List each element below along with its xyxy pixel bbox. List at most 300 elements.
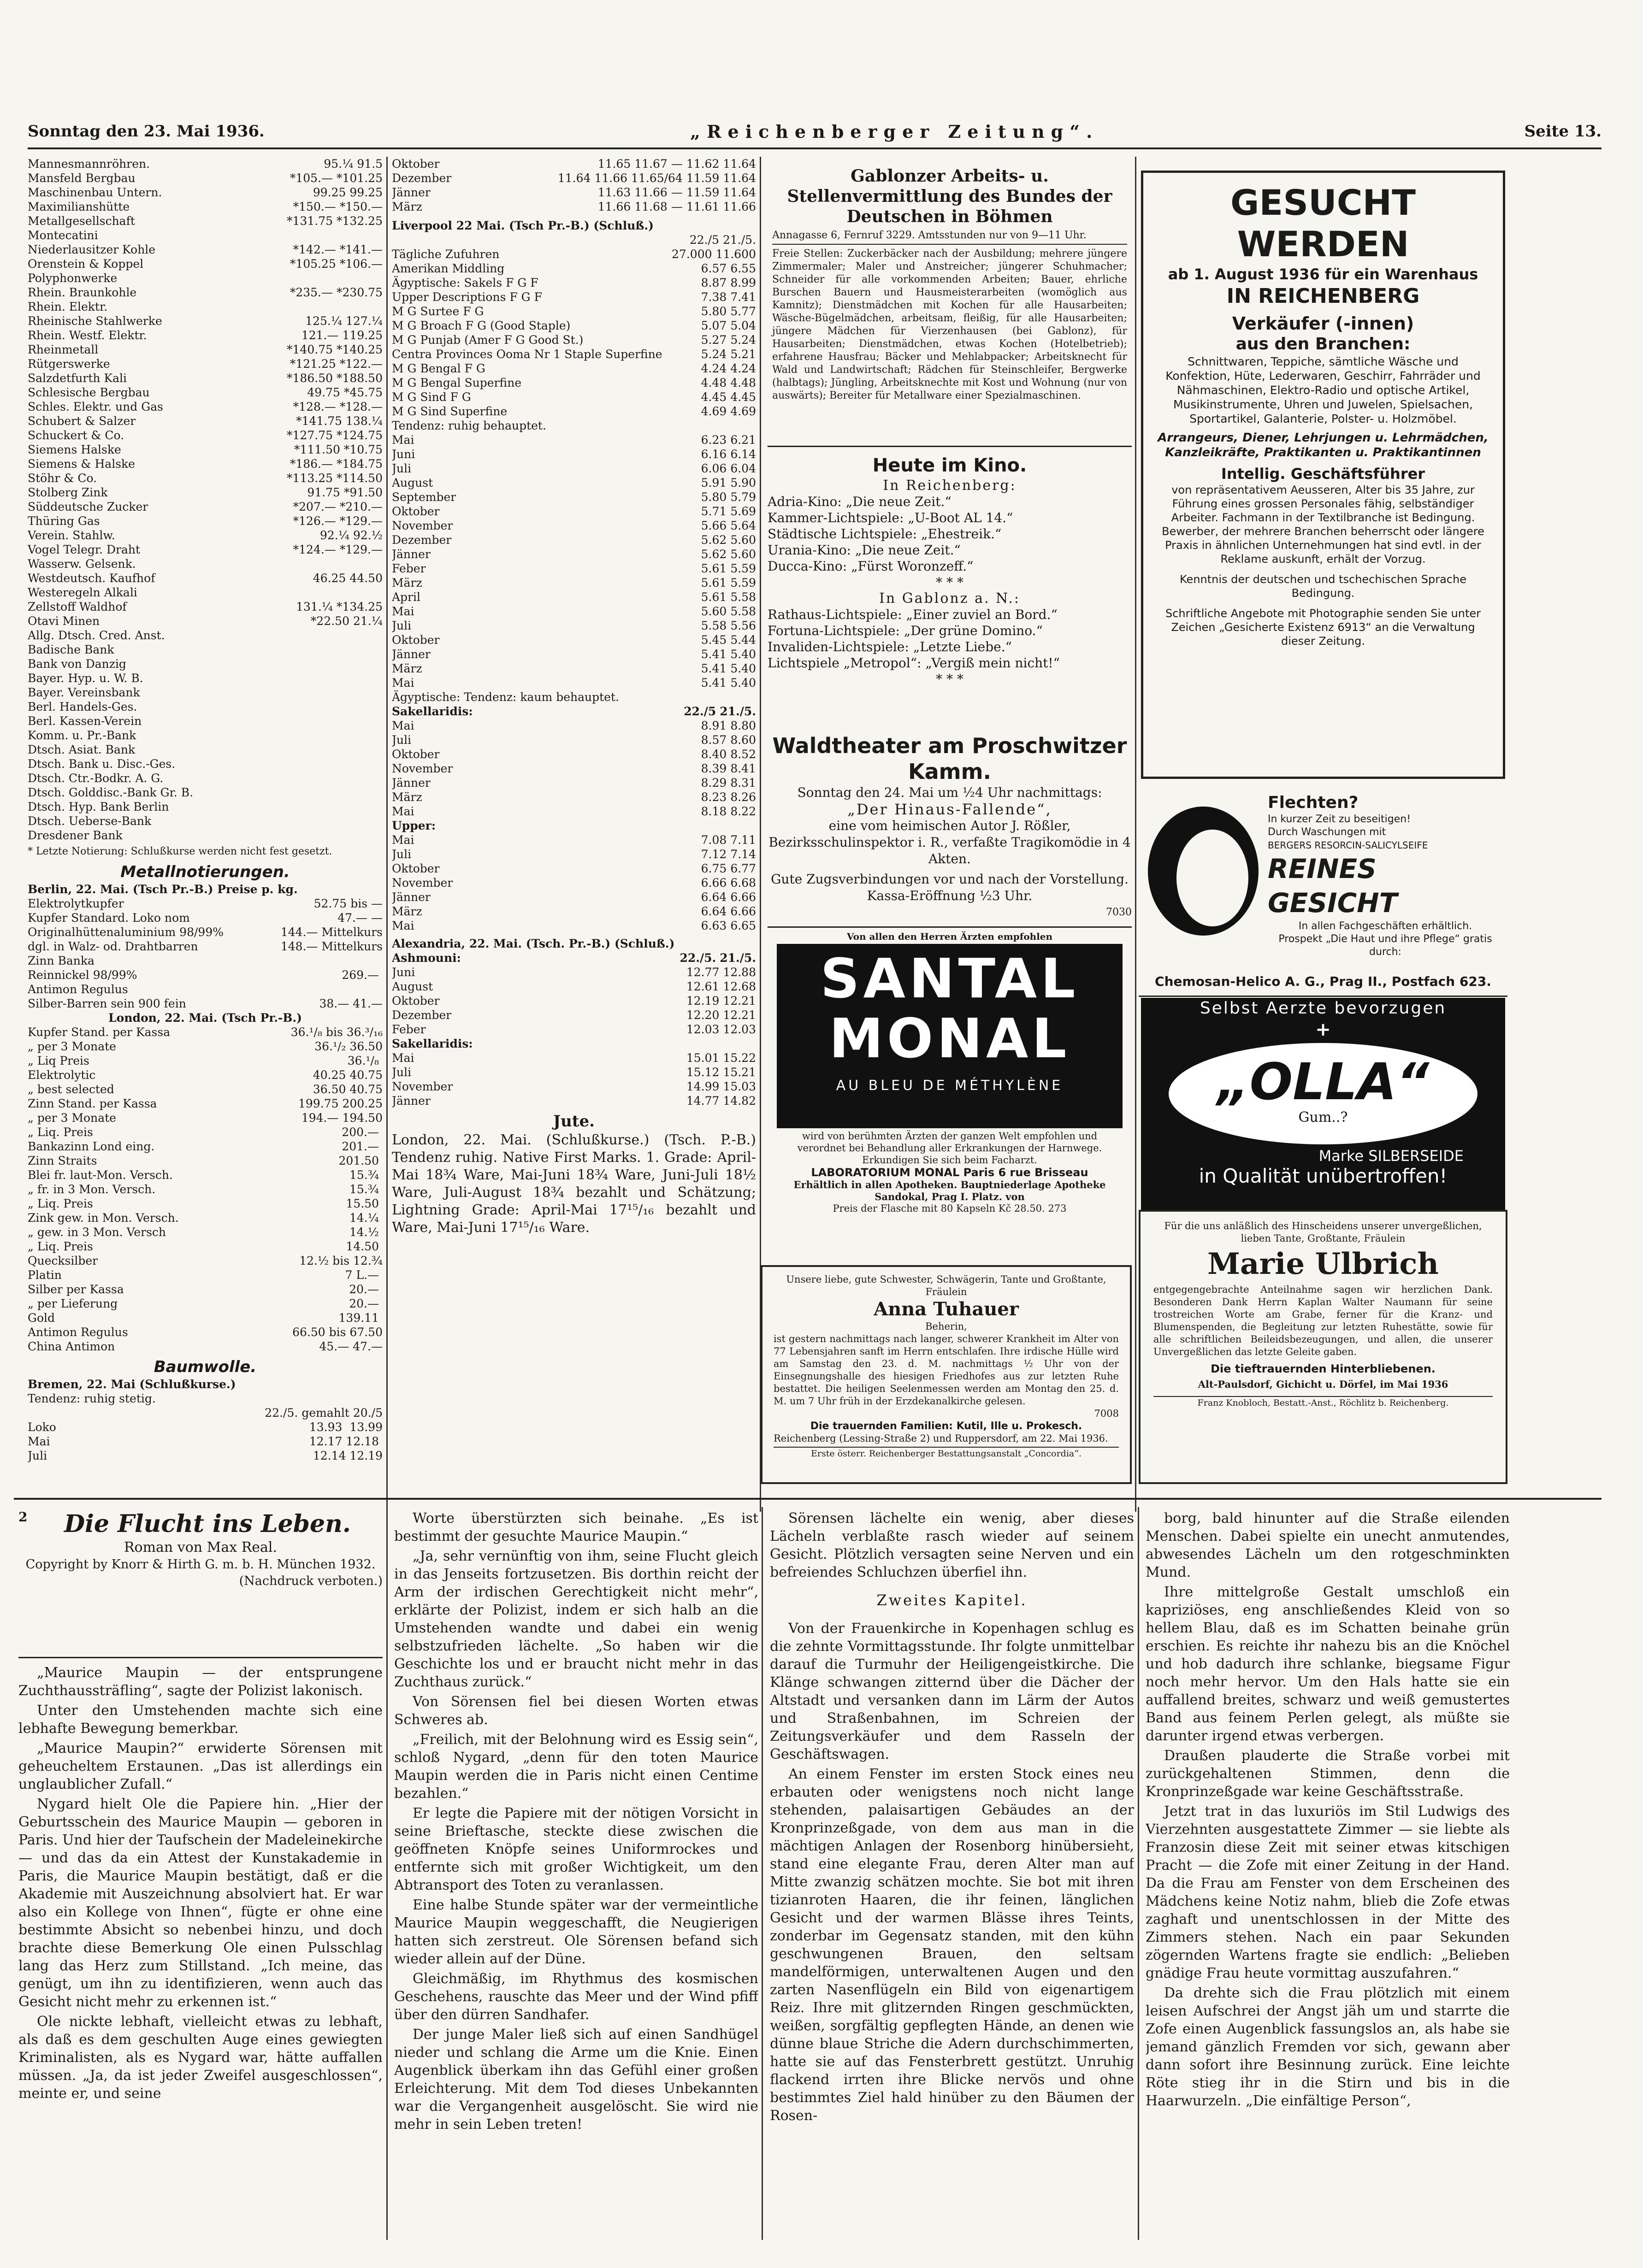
- sakel-value: 8.39: [701, 762, 727, 775]
- santal-price-text: Preis der Flasche mit 80 Kapseln Kč 28.50.: [833, 1203, 1045, 1214]
- novel-paragraph: Gleichmäßig, im Rhythmus des kosmischen Geschehens, rauschte das Meer und der Wind pfiff über den dürren Sandhafer.: [394, 1971, 758, 2023]
- month-value: 5.41: [701, 648, 727, 661]
- sakel2-value: 14.82: [723, 1094, 756, 1107]
- london-metal-value: 66.50: [292, 1325, 325, 1339]
- stocks-note: * Letzte Notierung: Schlußkurse werden nicht fest gesetzt.: [28, 846, 332, 857]
- gablonz-text: Freie Stellen: Zuckerbäcker nach der Ausbildung; mehrere jüngere Zimmermaler; Maler und Anstreicher; jüngerer Schuhmacher; Schneider für alle vorkommenden Arbeiten; Bauer, ehrliche Burschen Bauern und Hausmeisterarbeiten (womöglich aus Kamnitz); Dienstmädchen mit Kochen für alle Hausarbeiten; Wäsche-Bügelmädchen, arbeitsam, fleißig, für alle Hausarbeiten; jüngere Mädchen für Vierzenhausen (bei Gablonz), für Hausarbeiten; Dienstmädchen, etwas Kochen (Hotelbetrieb); erfahrene Hausfrau; Bäcker und Mehlabpacker; Arbeitsknecht für Wald und Landwirtschaft; Rädchen für Steinschleifer, Bergwerke (halbtags); Jüngling, Arbeitsknechte mit Kost und Wohnung (nur von auswärts); Bereiter für Metallware einer Spezialmaschinen.: [772, 248, 1127, 401]
- futures-value: —: [671, 200, 683, 213]
- theater-desc: eine vom heimischen Autor J. Rößler, Bezirksschulinspektor i. R., verfaßte Tragikomödie in 4 Akten.: [768, 818, 1131, 866]
- stock-row: [28, 800, 383, 814]
- london-metal-value: 45.—: [319, 1340, 349, 1353]
- stock-row: [28, 671, 383, 685]
- sakel2-label: Jänner: [392, 1094, 431, 1107]
- futures-value: —: [671, 157, 683, 171]
- flechten-t4: Prospekt „Die Haut und ihre Pflege“ gratis durch:: [1278, 933, 1492, 958]
- novel-number: 2: [18, 1509, 28, 1525]
- month-value: 5.69: [730, 505, 756, 518]
- stock-value: 49.75: [307, 386, 340, 399]
- stock-value: *126.—: [293, 514, 336, 528]
- berlin-metal-label: Reinnickel 98/99%: [28, 968, 137, 982]
- month-label: Feber: [392, 562, 426, 575]
- month-label: Oktober: [392, 633, 440, 647]
- stock-row: [28, 428, 383, 442]
- novel-paragraph: Nygard hielt Ole die Papiere hin. „Hier der Geburtsschein des Maurice Maupin — geboren in Paris. Und hier der Taufschein der Madeleinekirche — und das da ein Attest der Kunstakademie in Paris, die Maurice Maupin bestätigt, daß er die Akademie mit Auszeichnung absolviert hat. Er war also ein Kollege von Ihnen“, fügte er ohne eine bestimmte Absicht so nebenbei hinzu, und doch brachte diese Bemerkung Ole einen Pulsschlag lang das Herz zum Stillstand. „Ich meine, das genügt, um ihn zu identifizieren, wenn auch das Gesicht nicht mehr zu erkennen ist.“: [18, 1796, 383, 2010]
- london-metal-value: 36.50: [313, 1083, 346, 1096]
- stock-value: 99.25: [313, 186, 346, 199]
- stock-value: 91.75: [307, 486, 340, 499]
- stock-label: Rhein. Westf. Elektr.: [28, 329, 147, 342]
- futures-row: [392, 185, 756, 200]
- santal-black-panel: [777, 944, 1123, 1128]
- berlin-metal-label: Originalhüttenaluminium 98/99%: [28, 925, 224, 939]
- month-value: 5.40: [730, 676, 756, 689]
- upper-value: 6.63: [701, 919, 727, 932]
- cotton-value: 12.17: [309, 1435, 343, 1448]
- london-metal-value: 20.—: [349, 1297, 379, 1310]
- month-value: 5.62: [701, 548, 727, 561]
- stock-value: *140.75: [287, 343, 333, 356]
- cotton-head: Bremen, 22. Mai (Schlußkurse.): [28, 1378, 236, 1391]
- futures-row: [392, 157, 756, 171]
- novel-paragraph: „Freilich, mit der Belohnung wird es Essig sein“, schloß Nygard, „denn für den toten Maurice Maupin werden die in Paris nicht einen Centime bezahlen.“: [394, 1732, 758, 1802]
- stock-row: [28, 685, 383, 700]
- stock-value: *207.—: [293, 500, 336, 513]
- london-metal-label: „ Liq. Preis: [28, 1240, 93, 1253]
- stock-row: [28, 257, 383, 271]
- stock-value: *128.—: [339, 400, 383, 413]
- cotton-label: Juli: [28, 1449, 47, 1462]
- ashm-row: [392, 965, 756, 979]
- section-rule: [14, 1498, 1602, 1500]
- cotton-value: 12.18: [346, 1435, 379, 1448]
- london-metal-row: [28, 1268, 383, 1282]
- ashm-row: [392, 1022, 756, 1037]
- month-row: [392, 533, 756, 547]
- london-metal-label: „ per 3 Monate: [28, 1040, 116, 1053]
- month-value: 5.60: [730, 548, 756, 561]
- stock-label: Dtsch. Bank u. Disc.-Ges.: [28, 757, 176, 771]
- london-metal-row: [28, 1339, 383, 1354]
- stock-label: Berl. Handels-Ges.: [28, 700, 137, 713]
- stock-value: *131.75: [287, 214, 333, 228]
- stock-row: [28, 500, 383, 514]
- stock-label: Rütgerswerke: [28, 357, 110, 371]
- ashm-value: 12.61: [686, 980, 720, 993]
- stock-value: *134.25: [337, 600, 383, 613]
- upper-value: 6.66: [730, 890, 756, 904]
- santal-word: SANTAL: [820, 947, 1079, 1010]
- london-metal-row: [28, 1139, 383, 1154]
- stock-row: [28, 728, 383, 742]
- gesucht-verkaeufer: Verkäufer (-innen): [1232, 313, 1414, 334]
- stock-value: *150.—: [339, 200, 383, 213]
- sakel-label: Mai: [392, 719, 414, 732]
- flechten-t2: Durch Waschungen mit: [1268, 826, 1386, 838]
- stock-value: *105.25: [290, 257, 336, 271]
- futures-value: 11.65: [597, 157, 631, 171]
- stock-label: Salzdetfurth Kali: [28, 371, 127, 385]
- stock-row: [28, 342, 383, 357]
- liverpool-label: Tägliche Zufuhren: [392, 247, 500, 261]
- futures-value: 11.61: [686, 200, 720, 213]
- stock-value: *141.75: [296, 414, 343, 428]
- theater-code: 7030: [1106, 907, 1132, 918]
- berlin-metal-row: [28, 968, 383, 982]
- stock-label: Westeregeln Alkali: [28, 586, 137, 599]
- upper-row: [392, 919, 756, 933]
- month-label: August: [392, 476, 433, 489]
- liverpool-value: 5.27: [701, 333, 727, 347]
- month-row: [392, 661, 756, 676]
- upper-value: 6.66: [730, 905, 756, 918]
- stock-row: [28, 614, 383, 628]
- ashm-label: Oktober: [392, 994, 440, 1007]
- olla-oval: [1169, 1043, 1478, 1144]
- stock-value: *184.75: [337, 457, 383, 471]
- ashm-head: [392, 951, 756, 965]
- london-metal-value: 40.75: [349, 1068, 383, 1082]
- novel-header: [18, 1509, 383, 1590]
- sakel-row: [392, 804, 756, 819]
- ulbrich-top: Für die uns anläßlich des Hinscheidens unserer unvergeßlichen, lieben Tante, Großtante, Fräulein: [1164, 1220, 1482, 1244]
- gesucht-ad: [1141, 171, 1505, 779]
- stock-row: [28, 471, 383, 485]
- ashm-row: [392, 979, 756, 994]
- stock-row: [28, 642, 383, 657]
- novel-column-3b: [770, 1620, 1134, 2125]
- kino-reichenberg-item: Ducca-Kino: „Fürst Woronzeff.“: [768, 559, 974, 574]
- kino-gablonz-item: Fortuna-Lichtspiele: „Der grüne Domino.“: [768, 623, 1043, 638]
- month-row: [392, 590, 756, 604]
- flechten-brand: BERGERS RESORCIN-SALICYLSEIFE: [1268, 840, 1428, 851]
- london-metal-row: [28, 1154, 383, 1168]
- olla-plus: +: [1315, 1019, 1331, 1040]
- upper-value: 7.08: [701, 833, 727, 847]
- berlin-metal-row: [28, 925, 383, 939]
- sakel2-value: 15.21: [723, 1066, 756, 1079]
- tendenz-1: Tendenz: ruhig behauptet.: [392, 419, 546, 432]
- stock-value: *188.50: [337, 371, 383, 385]
- novel-copyright: Copyright by Knorr & Hirth G. m. b. H. München 1932.: [25, 1557, 376, 1572]
- column-divider: [762, 1507, 763, 2240]
- novel-column-4: [1146, 1509, 1510, 2238]
- london-metal-value: 40.75: [349, 1083, 383, 1096]
- futures-value: 11.66: [723, 200, 756, 213]
- berlin-metal-value: bis —: [350, 897, 383, 910]
- upper-label: November: [392, 876, 453, 890]
- stock-row: [28, 157, 383, 171]
- liverpool-value: 6.55: [730, 262, 756, 275]
- liverpool-value: 5.21: [730, 348, 756, 361]
- berlin-metal-value: 148.—: [280, 940, 318, 953]
- sakel-value: 8.40: [701, 748, 727, 761]
- stock-value: 91.5: [357, 157, 383, 171]
- liverpool-value: 8.99: [730, 276, 756, 289]
- stock-value: 46.25: [313, 571, 346, 585]
- stock-label: Schubert & Salzer: [28, 414, 136, 428]
- london-metal-value: 15.¾: [349, 1168, 379, 1182]
- sakel2-label: Mai: [392, 1051, 414, 1065]
- stock-row: [28, 485, 383, 500]
- london-metal-value: 14.50: [346, 1240, 379, 1253]
- stock-row: [28, 242, 383, 257]
- novel-paragraph: Er legte die Papiere mit der nötigen Vorsicht in seine Brieftasche, steckte diese zwischen die geöffneten Knöpfe seines Uniformrockes und entfernte sich mit großer Wichtigkeit, um den Abtransport des Toten zu veranlassen.: [394, 1805, 758, 1893]
- stock-value: 125.¼: [305, 314, 343, 328]
- sakel-label: November: [392, 762, 453, 775]
- tuhauer-foot: Erste österr. Reichenberger Bestattungsanstalt „Concordia“.: [774, 1447, 1119, 1460]
- month-value: 5.56: [730, 619, 756, 632]
- stock-value: *140.25: [337, 343, 383, 356]
- sakel-label: Juli: [392, 733, 412, 747]
- flechten-ad: [1139, 793, 1507, 997]
- berlin-metal-value: Mittelkurs: [321, 925, 383, 939]
- month-row: [392, 476, 756, 490]
- sakel2-value: 15.01: [686, 1051, 720, 1065]
- ashm-value: 12.20: [686, 1008, 720, 1022]
- futures-top-list: [392, 157, 756, 214]
- stock-label: Maschinenbau Untern.: [28, 186, 162, 199]
- london-metal-value: bis 12.¾: [332, 1254, 383, 1267]
- liverpool-label: M G Sind Superfine: [392, 405, 508, 418]
- sakel-value: 8.41: [730, 762, 756, 775]
- ashm-list: [392, 965, 756, 1037]
- gablonz-job-box: [768, 161, 1132, 447]
- kino-box: [768, 454, 1132, 749]
- sakel-list: [392, 719, 756, 819]
- london-metal-value: 201.50: [338, 1154, 379, 1167]
- ashm-value: 12.21: [723, 994, 756, 1007]
- upper-row: [392, 861, 756, 876]
- novel-paragraph: Worte überstürzten sich beinahe. „Es ist bestimmt der gesuchte Maurice Maupin.“: [394, 1510, 758, 1544]
- stock-value: *128.—: [293, 400, 336, 413]
- month-label: Jänner: [392, 548, 431, 561]
- stock-value: *150.—: [293, 200, 336, 213]
- upper-label: Mai: [392, 919, 414, 932]
- tuhauer-sig: Die trauernden Familien: Kutil, Ille u. Prokesch.: [810, 1420, 1082, 1432]
- futures-value: —: [671, 186, 683, 199]
- liverpool-label: M G Punjab (Amer F G Good St.): [392, 333, 584, 347]
- cotton-value: 13.99: [349, 1420, 383, 1434]
- sakel2-label: November: [392, 1080, 453, 1093]
- stock-value: *141.—: [339, 243, 383, 256]
- liverpool-value: 5.77: [730, 305, 756, 318]
- stock-value: *105.—: [290, 171, 333, 185]
- cotton-row: [28, 1420, 383, 1434]
- novel-title-rule: [18, 1657, 383, 1658]
- london-metal-label: „ best selected: [28, 1083, 114, 1096]
- stock-label: Wasserw. Gelsenk.: [28, 557, 136, 571]
- novel-chapter: Zweites Kapitel.: [876, 1591, 1028, 1609]
- sakel2-row: [392, 1051, 756, 1065]
- sakel-value: 8.22: [730, 805, 756, 818]
- upper-label: Juli: [392, 848, 412, 861]
- liverpool-label: M G Bengal F G: [392, 362, 485, 375]
- kino-reichenberg-item: Urania-Kino: „Die neue Zeit.“: [768, 542, 961, 558]
- sakel-value: 8.23: [701, 790, 727, 804]
- liverpool-col-1: 22./5: [689, 233, 719, 247]
- stock-value: *129.—: [339, 543, 383, 556]
- gesucht-gf-text: von repräsentativem Aeusseren, Alter bis 35 Jahre, zur Führung eines grossen Personales fähig, selbständiger Arbeiter. Fachmann in der Textilbranche ist Bedingung. Bewerber, der mehrere Branchen beherrscht oder längere Praxis in ähnlichen Unternehmungen hat sind evtl. in der Reklame auskunft, erhält der Vorzug.: [1162, 483, 1484, 566]
- stock-value: 131.¼: [296, 600, 333, 613]
- olla-top: Selbst Aerzte bevorzugen: [1200, 999, 1447, 1018]
- stock-label: Schuckert & Co.: [28, 429, 124, 442]
- upper-row: [392, 833, 756, 847]
- stock-label: Metallgesellschaft: [28, 214, 135, 228]
- month-value: 5.58: [730, 605, 756, 618]
- ashm-head-c2: 21./5.: [720, 951, 756, 965]
- alex-head: Alexandria, 22. Mai. (Tsch. Pr.-B.) (Schluß.): [392, 937, 675, 950]
- liverpool-head: Liverpool 22 Mai. (Tsch Pr.-B.) (Schluß.): [392, 219, 654, 232]
- london-metal-value: 194.—: [301, 1111, 339, 1125]
- stock-label: Bayer. Vereinsbank: [28, 686, 140, 699]
- london-head: London, 22. Mai. (Tsch Pr.-B.): [108, 1011, 302, 1025]
- liverpool-label: M G Surtee F G: [392, 305, 484, 318]
- month-value: 5.58: [730, 590, 756, 604]
- month-label: Mai: [392, 676, 414, 689]
- sakel-row: [392, 733, 756, 747]
- stock-label: Berl. Kassen-Verein: [28, 714, 142, 728]
- month-value: 5.66: [701, 519, 727, 532]
- berlin-metal-label: Silber-Barren sein 900 fein: [28, 997, 186, 1010]
- futures-label: Oktober: [392, 157, 440, 171]
- london-metal-value: 194.50: [342, 1111, 383, 1125]
- stock-row: [28, 200, 383, 214]
- liverpool-value: 5.24: [730, 333, 756, 347]
- liverpool-row: [392, 304, 756, 318]
- sakel2-label: Juli: [392, 1066, 412, 1079]
- ashm-row: [392, 994, 756, 1008]
- kino-stars: * * *: [936, 575, 963, 590]
- upper-label: Jänner: [392, 890, 431, 904]
- cotton-col-3: 20./5: [353, 1406, 383, 1420]
- berlin-metal-value: 52.75: [313, 897, 347, 910]
- liverpool-row: [392, 376, 756, 390]
- upper-value: 6.66: [701, 876, 727, 890]
- liverpool-label: M G Broach F G (Good Staple): [392, 319, 571, 332]
- tuhauer-name: Anna Tuhauer: [874, 1298, 1019, 1320]
- novel-column-2: [394, 1509, 758, 2238]
- sakel-label: Jänner: [392, 776, 431, 789]
- stock-value: *114.50: [337, 471, 383, 485]
- ashm-value: 12.03: [686, 1023, 720, 1036]
- ashm-label: Feber: [392, 1023, 426, 1036]
- stock-value: 99.25: [349, 186, 383, 199]
- month-value: 5.71: [701, 505, 727, 518]
- london-metal-row: [28, 1025, 383, 1039]
- month-label: Oktober: [392, 505, 440, 518]
- stock-row: [28, 442, 383, 457]
- month-value: 5.60: [701, 605, 727, 618]
- month-label: Jänner: [392, 648, 431, 661]
- kino-reichenberg-head: In Reichenberg:: [883, 477, 1017, 494]
- stock-row: [28, 785, 383, 800]
- kino-title: Heute im Kino.: [872, 455, 1027, 476]
- page-header: [28, 118, 1602, 145]
- kino-gablonz-head: In Gablonz a. N.:: [879, 590, 1020, 607]
- stock-label: Rhein. Braunkohle: [28, 286, 137, 299]
- stock-label: Siemens Halske: [28, 443, 121, 456]
- futures-value: 11.59: [686, 186, 720, 199]
- upper-value: 6.75: [701, 862, 727, 875]
- stock-label: Dtsch. Golddisc.-Bank Gr. B.: [28, 786, 194, 799]
- liverpool-row: [392, 390, 756, 404]
- london-metal-value: 199.75: [298, 1097, 339, 1110]
- upper-row: [392, 904, 756, 919]
- stock-value: 44.50: [349, 571, 383, 585]
- olla-ad: [1141, 998, 1505, 1210]
- stock-value: *186.50: [287, 371, 333, 385]
- stock-value: 92.½: [353, 529, 383, 542]
- stock-row: [28, 514, 383, 528]
- berlin-metal-row: [28, 896, 383, 911]
- stock-row: [28, 657, 383, 671]
- london-metal-label: Antimon Regulus: [28, 1325, 128, 1339]
- stock-value: *22.50: [310, 614, 349, 628]
- stock-row: [28, 385, 383, 400]
- cotton-cols: [28, 1406, 383, 1420]
- ashm-value: 12.21: [723, 1008, 756, 1022]
- stock-label: Vogel Telegr. Draht: [28, 543, 141, 556]
- london-metal-row: [28, 1296, 383, 1311]
- upper-list: [392, 833, 756, 933]
- gesucht-branchen: aus den Branchen:: [1235, 335, 1411, 353]
- sakel-value: 8.80: [730, 719, 756, 732]
- flechten-foot: Chemosan-Helico A. G., Prag II., Postfach 623.: [1155, 974, 1491, 989]
- stock-row: [28, 557, 383, 571]
- london-metal-row: [28, 1182, 383, 1196]
- london-metal-value: 40.25: [313, 1068, 346, 1082]
- sakel-head-c2: 21./5.: [720, 705, 756, 718]
- stock-value: *124.75: [337, 429, 383, 442]
- kino-stars-2: * * *: [936, 672, 963, 687]
- header-date: Sonntag den 23. Mai 1936.: [28, 122, 265, 141]
- column-divider: [386, 157, 388, 1512]
- flechten-big: REINES GESICHT: [1268, 853, 1398, 919]
- novel-paragraph: Unter den Umstehenden machte sich eine lebhafte Bewegung bemerkbar.: [18, 1702, 383, 1737]
- column-divider: [1135, 157, 1136, 1512]
- liverpool-cols: [392, 233, 756, 247]
- berlin-metal-row: [28, 939, 383, 954]
- stock-value: *106.—: [339, 257, 383, 271]
- kino-reichenberg-item: Kammer-Lichtspiele: „U-Boot AL 14.“: [768, 510, 1013, 525]
- stock-label: Dtsch. Ueberse-Bank: [28, 814, 152, 828]
- london-metal-row: [28, 1068, 383, 1082]
- gesucht-lang: Kenntnis der deutschen und tschechischen Sprache Bedingung.: [1180, 573, 1466, 600]
- liverpool-label: M G Bengal Superfine: [392, 376, 522, 389]
- london-metal-row: [28, 1196, 383, 1211]
- liverpool-value: 8.87: [701, 276, 727, 289]
- london-metal-row: [28, 1225, 383, 1239]
- novel-paragraph: Von der Frauenkirche in Kopenhagen schlug es die zehnte Vormittagsstunde. Ihr folgte unmittelbar darauf die Turmuhr der Heiligengeistkirche. Die Klänge schwangen zitternd über die Dächer der Altstadt und versanken dann im Lärm der Autos und Straßenbahnen, im Schreien der Zeitungsverkäufer und dem Rasseln der Geschäftswagen.: [770, 1620, 1134, 1762]
- london-metal-value: 15.50: [346, 1197, 379, 1210]
- london-metal-label: China Antimon: [28, 1340, 115, 1353]
- stock-value: 119.25: [342, 329, 383, 342]
- stock-row: [28, 314, 383, 328]
- santal-dist: Erhältlich in allen Apotheken. Bauptniederlage Apotheke Sandokal, Prag I. Platz. von: [793, 1179, 1106, 1202]
- novel-title: Die Flucht ins Leben.: [64, 1510, 351, 1538]
- month-value: 6.23: [701, 433, 727, 447]
- london-metal-value: 20.—: [349, 1283, 379, 1296]
- tuhauer-top: Unsere liebe, gute Schwester, Schwägerin, Tante und Großtante, Fräulein: [786, 1274, 1106, 1297]
- berlin-metal-row: [28, 982, 383, 996]
- stock-label: Süddeutsche Zucker: [28, 500, 148, 513]
- theater-note: Gute Zugsverbindungen vor und nach der Vorstellung. Kassa-Eröffnung ½3 Uhr.: [771, 872, 1129, 903]
- santal-monal-ad: [768, 931, 1132, 1263]
- sakel2-value: 15.03: [723, 1080, 756, 1093]
- futures-value: 11.59: [686, 171, 720, 185]
- olla-marke: Marke SILBERSEIDE: [1318, 1147, 1464, 1165]
- novel-column-3a: [770, 1509, 1134, 1581]
